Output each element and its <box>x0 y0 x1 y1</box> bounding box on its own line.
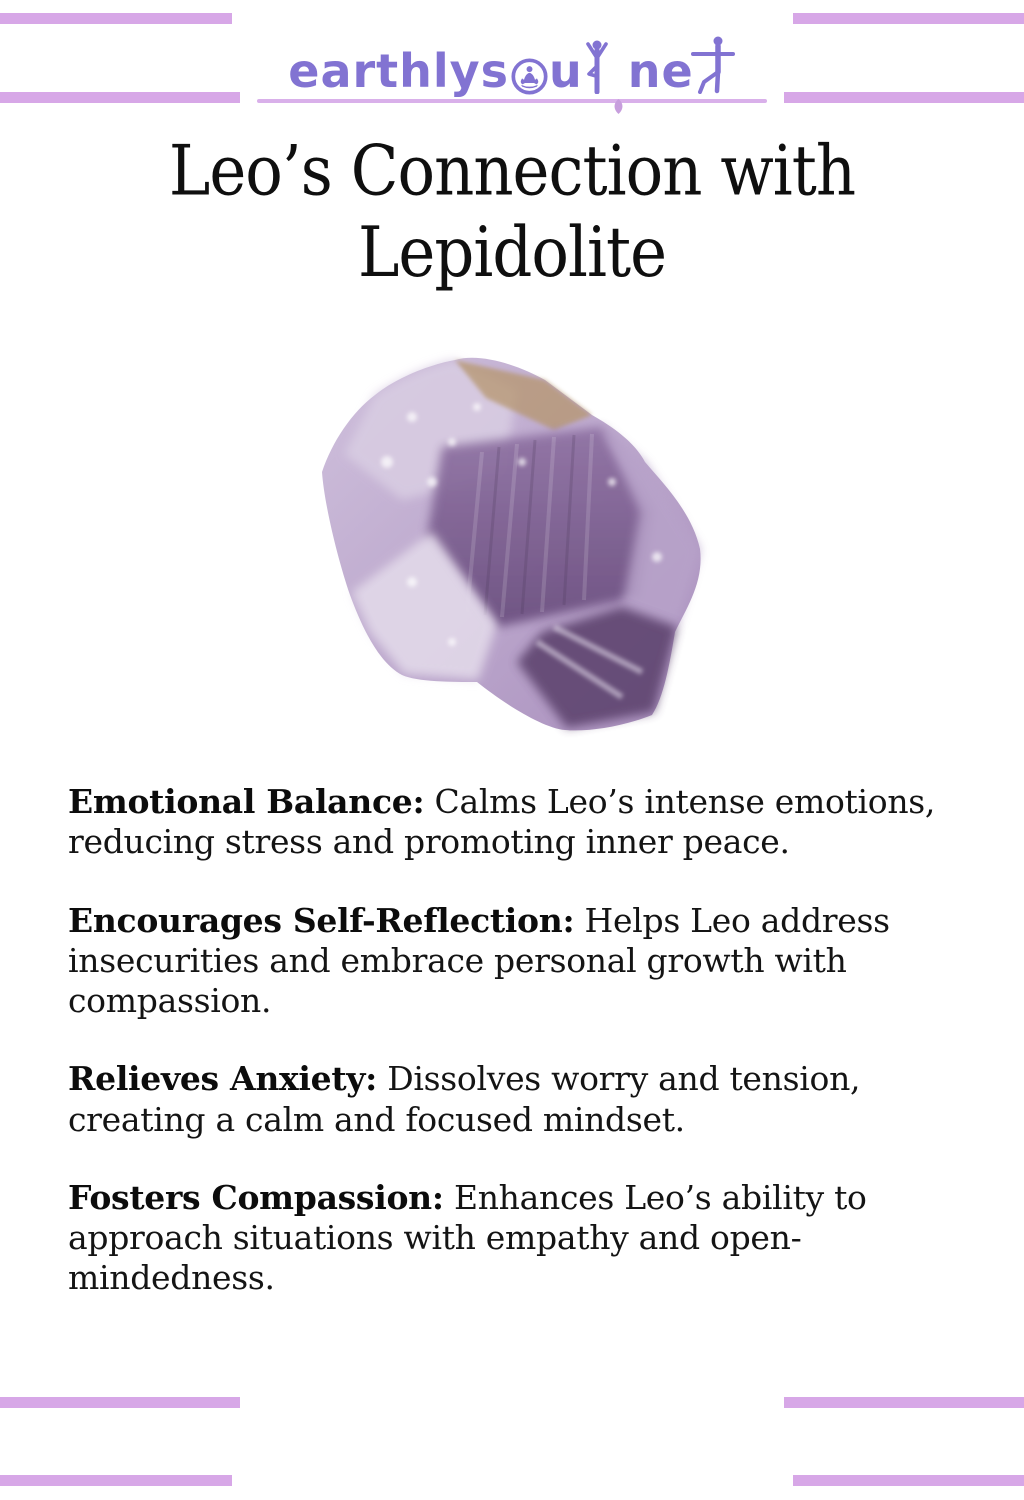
lepidolite-crystal-image <box>292 332 732 752</box>
logo-text-ne: ne <box>627 44 694 98</box>
section-heading: Encourages Self-Reflection: <box>68 900 575 940</box>
yoga-tree-pose-icon <box>584 36 610 94</box>
section-relieves-anxiety <box>68 1059 952 1140</box>
meditation-icon <box>511 56 548 93</box>
page-title <box>20 132 1003 295</box>
corner-bar-top-right-1 <box>793 13 1024 24</box>
logo-underline <box>257 99 767 103</box>
section-fosters-compassion <box>68 1178 952 1299</box>
section-encourages-self-reflection <box>68 901 952 1022</box>
content <box>68 782 952 1337</box>
logo-text-u: u <box>549 44 583 98</box>
section-body: Helps Leo address insecurities and embrace personal growth with compassion. <box>68 900 890 1020</box>
page-title-line1: Leo’s Connection with <box>168 132 856 212</box>
logo-text-row <box>288 34 736 98</box>
section-heading: Fosters Compassion: <box>68 1177 444 1217</box>
section-body: Enhances Leo’s ability to approach situations with empathy and open-mindedness. <box>68 1177 867 1298</box>
section-emotional-balance <box>68 782 952 863</box>
corner-bar-bottom-right-1 <box>784 1397 1024 1408</box>
section-heading: Relieves Anxiety: <box>68 1059 378 1099</box>
logo-text-earthlys: earthlys <box>288 44 510 98</box>
corner-bar-bottom-right-2 <box>793 1475 1024 1486</box>
corner-bar-top-left-1 <box>0 13 232 24</box>
site-logo <box>0 34 1024 103</box>
section-heading: Emotional Balance: <box>68 782 425 821</box>
section-body: Dissolves worry and tension, creating a calm and focused mindset. <box>68 1059 861 1139</box>
page-title-line2: Lepidolite <box>357 213 667 293</box>
section-body: Calms Leo’s intense emotions, reducing stress and promoting inner peace. <box>68 782 936 862</box>
corner-bar-bottom-left-1 <box>0 1397 240 1408</box>
leaf-icon <box>612 76 625 93</box>
dancer-pose-icon <box>690 34 736 94</box>
corner-bar-bottom-left-2 <box>0 1475 232 1486</box>
